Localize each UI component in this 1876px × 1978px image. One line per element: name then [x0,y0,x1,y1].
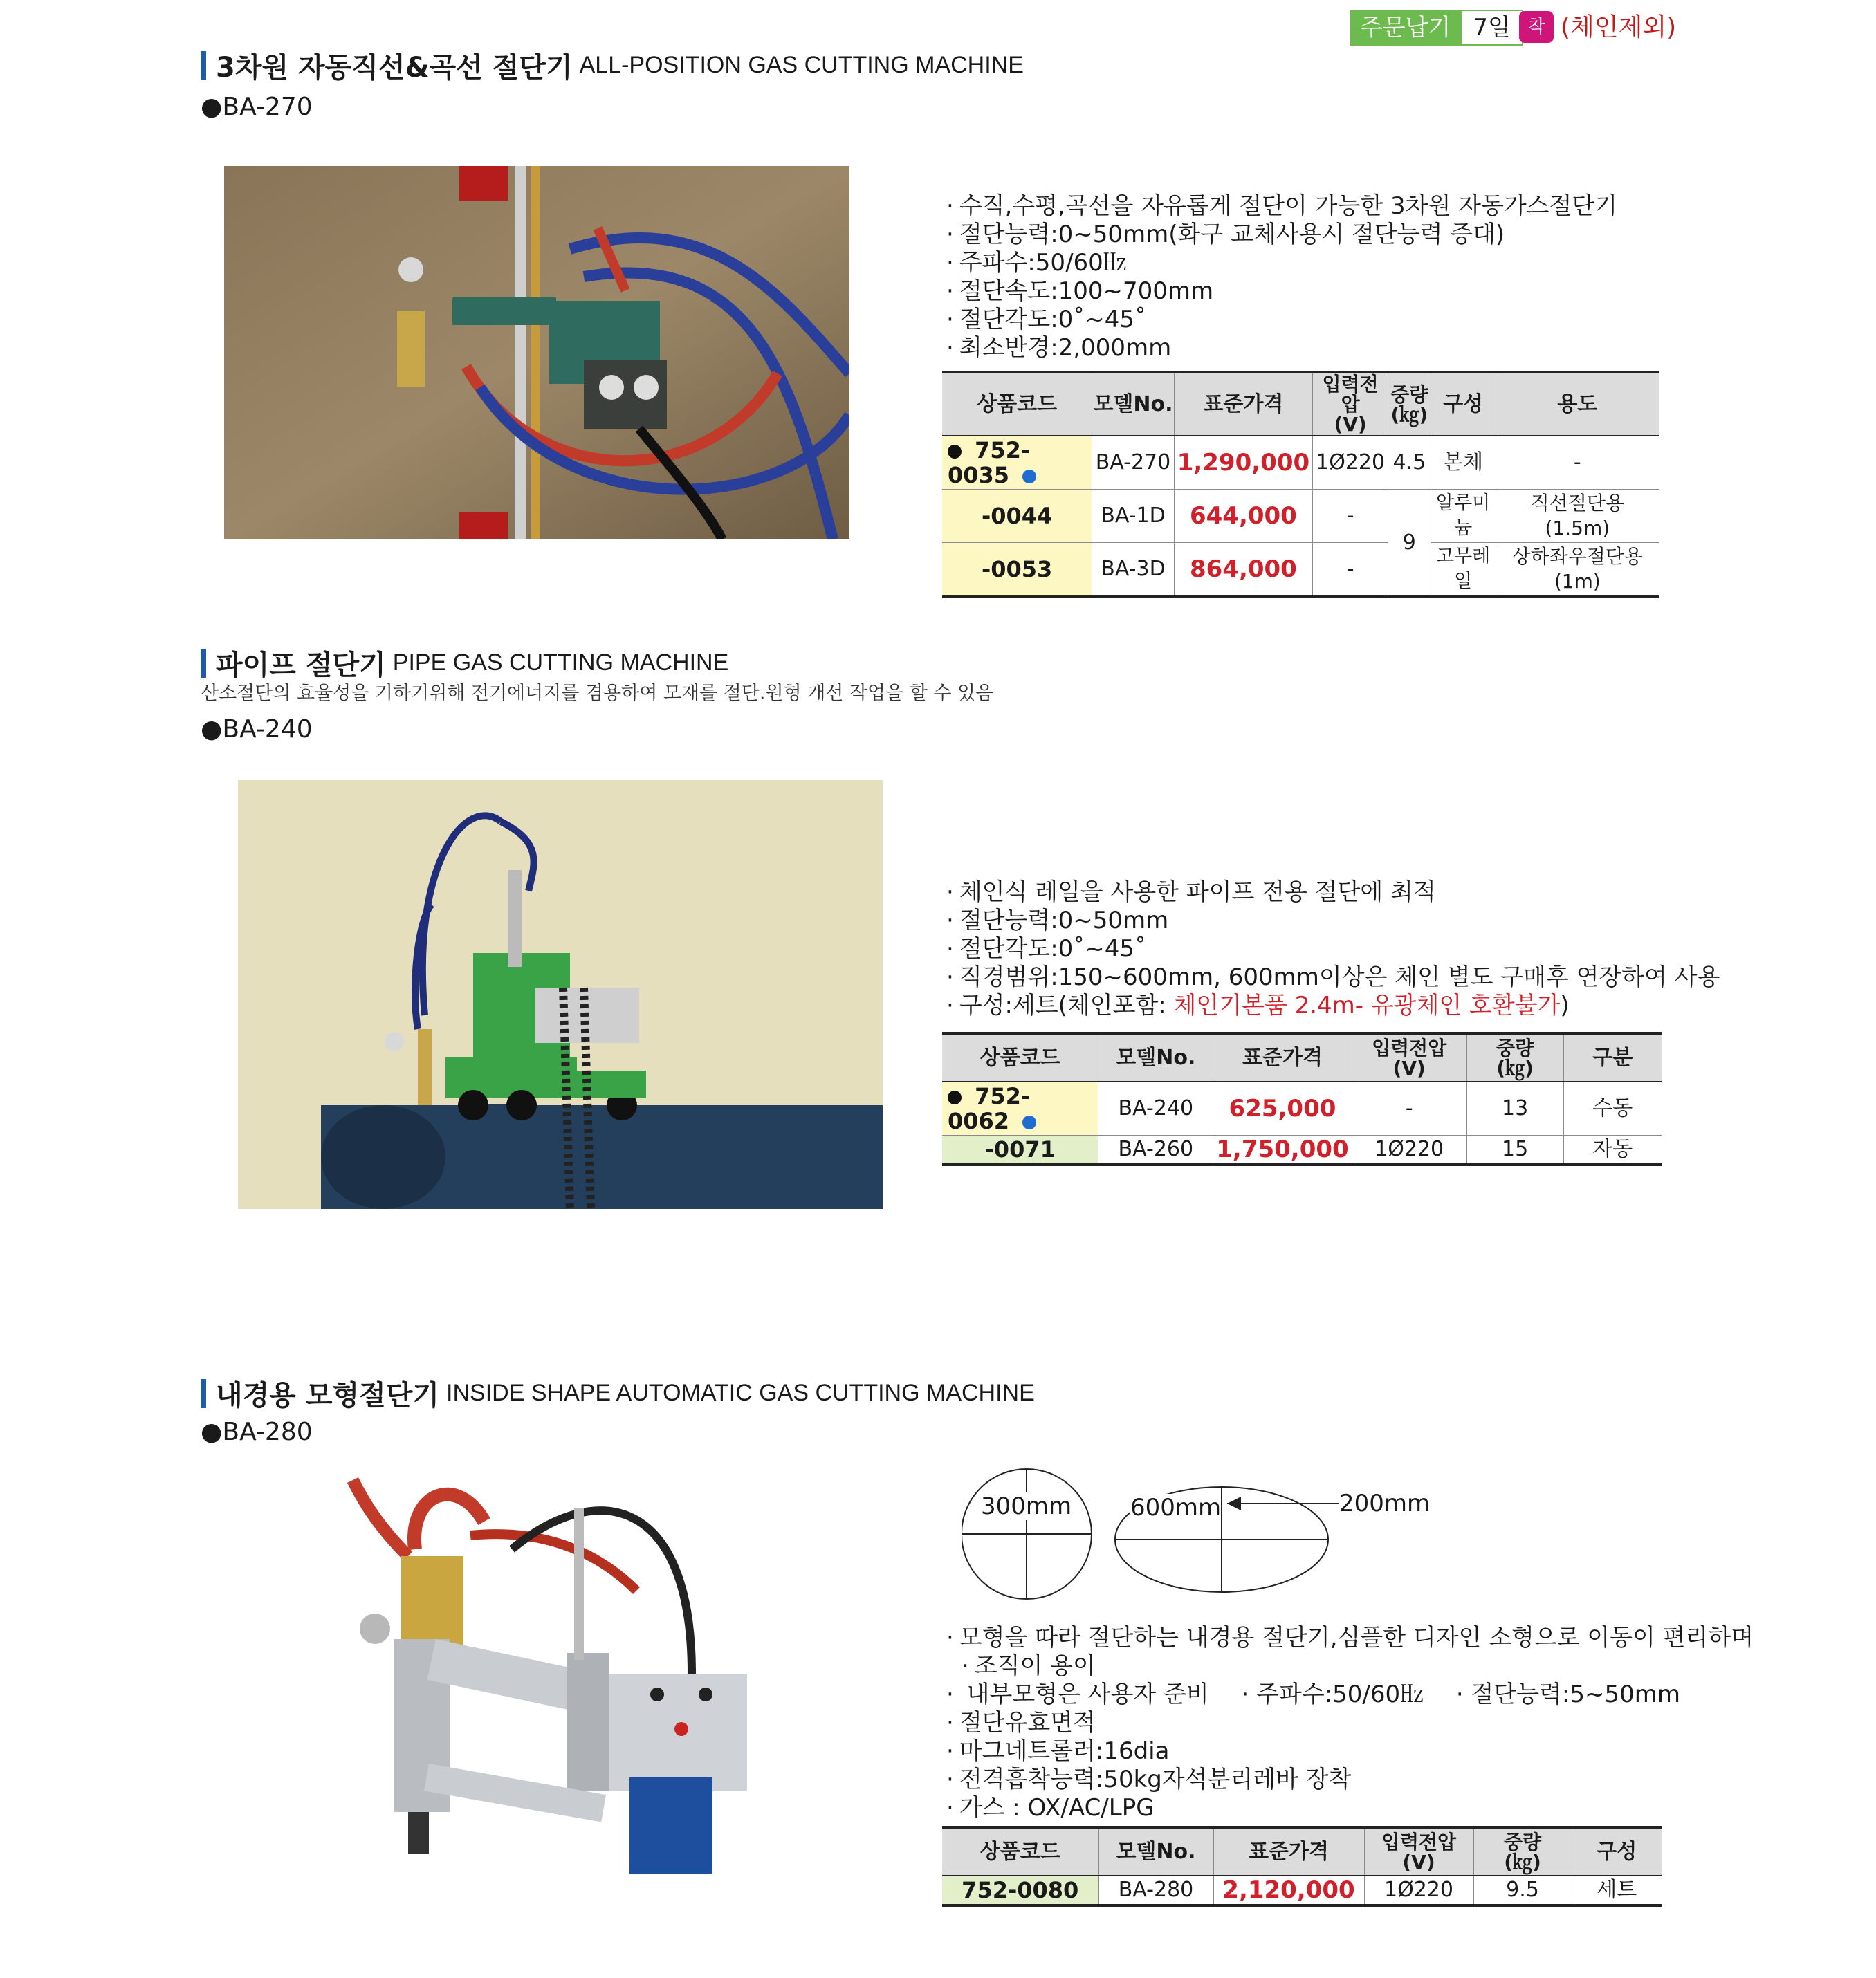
feature-list-ba240 [946,878,1720,1020]
feature-text: · 절단능력:5~50mm [1455,1681,1681,1708]
product-code: 752-0080 [942,1876,1098,1905]
col-header: 중량 (㎏) [1473,1827,1572,1876]
weight-cell: 9 [1388,490,1431,598]
feature-item: · 절단유효면적 [946,1709,1754,1737]
title-en: ALL-POSITION GAS CUTTING MACHINE [579,52,1024,78]
price-cell: 625,000 [1213,1082,1352,1136]
kind-cell: 자동 [1563,1136,1662,1165]
title-en: INSIDE SHAPE AUTOMATIC GAS CUTTING MACHINE [446,1380,1035,1406]
col-header: 표준가격 [1213,1033,1352,1082]
col-header: 모델No. [1098,1033,1213,1082]
feature-highlight: 체인기본품 2.4m- 유광체인 호환불가 [1173,992,1561,1019]
section-title-ba270 [201,46,1024,85]
circle-dimension-label: 300mm [981,1492,1072,1520]
product-code-cell [942,1082,1098,1136]
feature-item: · 최소반경:2,000mm [946,334,1617,362]
config-cell: 알루미늄 [1431,490,1496,543]
title-accent-bar [201,1379,206,1408]
bullet-dot [948,1091,962,1104]
col-header: 구성 [1572,1827,1662,1876]
arrow-dimension-label: 200mm [1339,1490,1431,1517]
table-row [942,543,1659,598]
feature-text: · 주파수:50/60㎐ [1241,1681,1424,1708]
feature-item [946,992,1720,1020]
voltage-cell: - [1313,543,1388,598]
voltage-cell: - [1352,1082,1466,1136]
feature-value: 주파수:50/60㎐ [1256,1681,1424,1708]
voltage-cell: - [1313,490,1388,543]
voltage-cell: 1Ø220 [1352,1136,1466,1165]
table-row [942,1876,1662,1905]
product-code: 752-0062 [948,1083,1031,1134]
order-lead-value: 7일 [1460,10,1523,46]
price-cell: 1,290,000 [1174,436,1312,490]
spec-table-ba270 [942,371,1659,598]
voltage-cell: 1Ø220 [1313,436,1388,490]
feature-item: · 수직,수평,곡선을 자유롭게 절단이 가능한 3차원 자동가스절단기 [946,192,1617,221]
order-lead-label: 주문납기 [1350,10,1460,46]
section-title-ba240 [201,643,728,683]
col-header: 입력전압 (V) [1313,372,1388,436]
product-code-cell [942,436,1092,490]
weight-cell: 15 [1466,1136,1563,1165]
cod-shipping-note: (체인제외) [1561,13,1677,41]
shape-diagram [962,1465,1653,1603]
table-row [942,436,1659,490]
col-header: 모델No. [1098,1827,1213,1876]
title-ko: 3차원 자동직선&곡선 절단기 [216,52,573,84]
col-header: 입력전압 (V) [1352,1033,1466,1082]
model-cell: BA-240 [1098,1082,1213,1136]
feature-list-ba280 [946,1624,1754,1822]
title-en: PIPE GAS CUTTING MACHINE [392,649,729,676]
feature-item: · 전격흡착능력:50kg자석분리레바 장착 [946,1766,1754,1794]
feature-item: · 절단각도:0˚~45˚ [946,935,1720,963]
weight-cell: 9.5 [1473,1876,1572,1905]
kind-cell: 수동 [1563,1082,1662,1136]
model-cell: BA-3D [1092,543,1174,598]
feature-item: · 직경범위:150~600mm, 600mm이상은 체인 별도 구매후 연장하여 사용 [946,963,1720,992]
col-header: 상품코드 [942,372,1092,436]
model-cell: BA-270 [1092,436,1174,490]
col-header: 모델No. [1092,372,1174,436]
feature-item: · 절단능력:0~50mm [946,907,1720,935]
feature-item: · 주파수:50/60㎐ [946,249,1617,277]
order-lead-time [1350,10,1523,46]
section-subtitle: 산소절단의 효율성을 기하기위해 전기에너지를 겸용하여 모재를 절단.원형 개선 작업을 할 수 있음 [201,683,994,704]
product-photo-ba270 [224,166,849,539]
col-header: 상품코드 [942,1033,1098,1082]
product-photo-ba240 [238,780,883,1209]
voltage-cell: 1Ø220 [1364,1876,1473,1905]
col-header: 상품코드 [942,1827,1098,1876]
col-header: 입력전압 (V) [1364,1827,1473,1876]
price-cell: 2,120,000 [1213,1876,1364,1905]
col-header: 중량 (㎏) [1388,372,1431,436]
product-code: -0071 [942,1136,1098,1165]
title-ko: 내경용 모형절단기 [216,1380,440,1412]
spec-table-ba240 [942,1032,1662,1166]
price-cell: 864,000 [1174,543,1312,598]
col-header: 표준가격 [1174,372,1312,436]
model-cell: BA-280 [1098,1876,1213,1905]
feature-item: · 마그네트롤러:16dia [946,1737,1754,1766]
weight-cell: 4.5 [1388,436,1431,490]
feature-item: · 절단속도:100~700mm [946,277,1617,306]
title-ko: 파이프 절단기 [216,649,386,681]
product-photo-ba280 [332,1466,802,1895]
table-row [942,1082,1662,1136]
model-cell: BA-1D [1092,490,1174,543]
cod-shipping-tag: 착불 [1519,11,1554,43]
col-header: 구분 [1563,1033,1662,1082]
model-label: ●BA-270 [201,93,313,121]
col-header: 중량 (㎏) [1466,1033,1563,1082]
col-header: 용도 [1496,372,1659,436]
col-header: 구성 [1431,372,1496,436]
table-row [942,1136,1662,1165]
feature-text: 내부모형은 사용자 준비 [966,1681,1209,1708]
config-cell: 세트 [1572,1876,1662,1905]
bullet-dot-blue [1022,470,1036,483]
table-row [942,490,1659,543]
product-code: -0053 [942,543,1092,598]
feature-item: · 절단각도:0˚~45˚ [946,306,1617,334]
use-cell: 직선절단용(1.5m) [1496,490,1659,543]
spec-table-ba280 [942,1826,1662,1907]
feature-item: · 절단능력:0~50mm(화구 교체사용시 절단능력 증대) [946,221,1617,249]
feature-item: · 가스 : OX/AC/LPG [946,1794,1754,1822]
col-header: 표준가격 [1213,1827,1364,1876]
use-cell: 상하좌우절단용(1m) [1496,543,1659,598]
price-cell: 1,750,000 [1213,1136,1352,1165]
feature-item-continued [946,1652,1754,1681]
ellipse-dimension-label: 600mm [1130,1494,1222,1522]
price-cell: 644,000 [1174,490,1312,543]
feature-item: · 모형을 따라 절단하는 내경용 절단기,심플한 디자인 소형으로 이동이 편리하며 [946,1624,1754,1652]
config-cell: 고무레일 [1431,543,1496,598]
use-cell: - [1496,436,1659,490]
product-code: -0044 [942,490,1092,543]
product-code: 752-0035 [948,437,1031,488]
bullet-dot [948,445,962,459]
section-title-ba280 [201,1374,1035,1413]
title-accent-bar [201,649,206,678]
title-accent-bar [201,51,206,80]
feature-text: 구성:세트(체인포함: [959,992,1174,1019]
config-cell: 본체 [1431,436,1496,490]
feature-text: ) [1560,992,1570,1019]
model-label: ●BA-240 [201,715,313,743]
feature-value: 절단능력:5~50mm [1471,1681,1681,1708]
model-cell: BA-260 [1098,1136,1213,1165]
feature-text: 조직이 용이 [974,1652,1096,1680]
feature-item: · 체인식 레일을 사용한 파이프 전용 절단에 최적 [946,878,1720,907]
model-label: ●BA-280 [201,1418,313,1446]
weight-cell: 13 [1466,1082,1563,1136]
bullet-dot-blue [1022,1116,1036,1129]
feature-list-ba270 [946,192,1617,362]
feature-item-row [946,1681,1754,1709]
